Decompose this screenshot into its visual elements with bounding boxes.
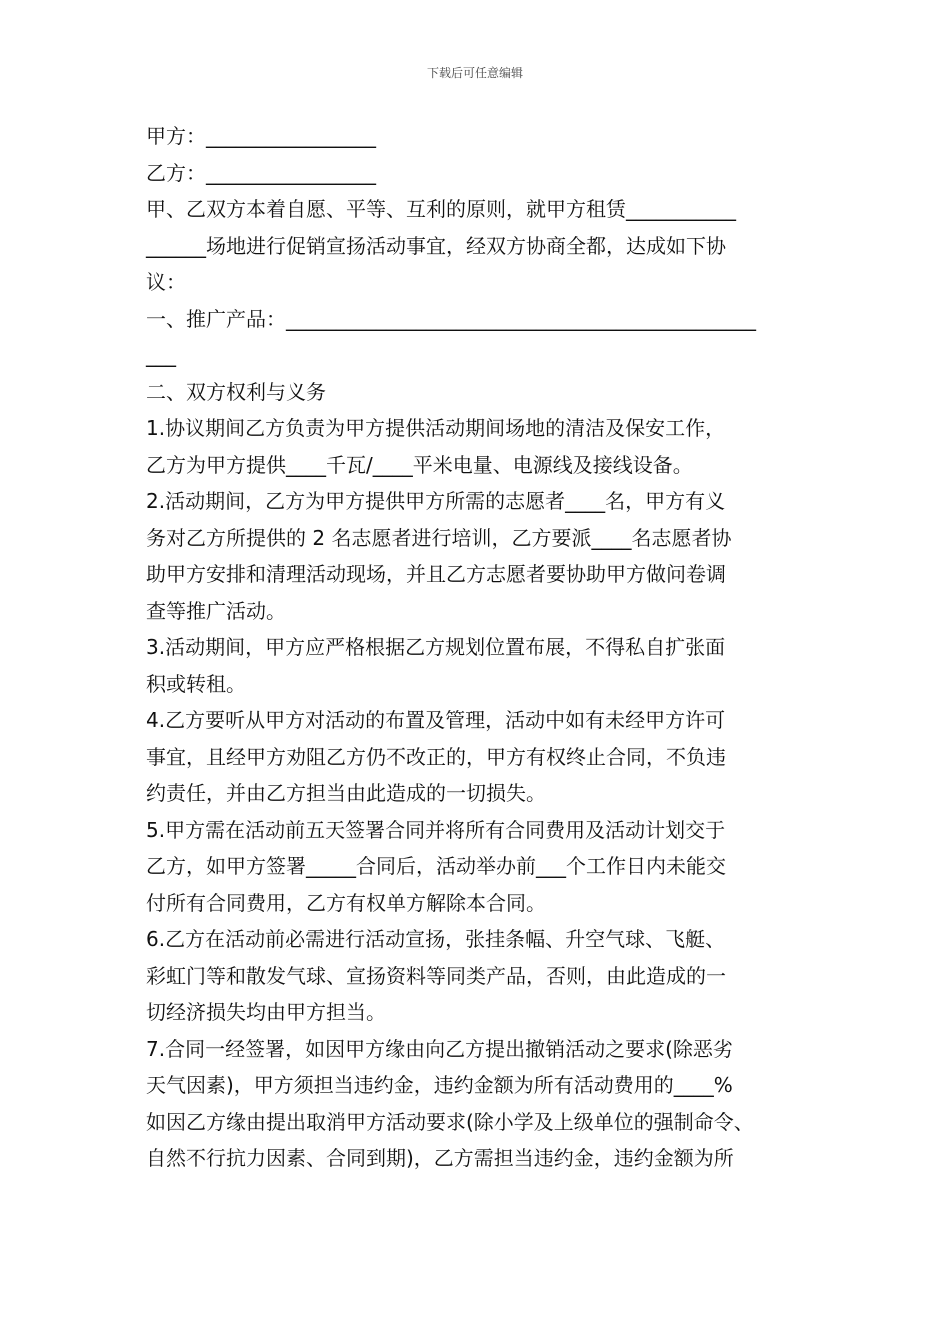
contract-line: 如因乙方缘由提出取消甲方活动要求(除小学及上级单位的强制命令、: [146, 1109, 754, 1134]
contract-line: ___: [146, 343, 176, 367]
page-header: 下载后可任意编辑: [426, 66, 523, 80]
contract-line: 4.乙方要听从甲方对活动的布置及管理，活动中如有未经甲方许可: [146, 708, 726, 732]
contract-line: 付所有合同费用，乙方有权单方解除本合同。: [146, 890, 546, 915]
contract-line: 约责任，并由乙方担当由此造成的一切损失。: [146, 781, 546, 805]
contract-line: 乙方：_________________: [146, 160, 376, 185]
contract-body: [146, 118, 810, 1177]
contract-line: 切经济损失均由甲方担当。: [146, 1000, 386, 1024]
contract-line: 3.活动期间，甲方应严格根据乙方规划位置布展，不得私自扩张面: [146, 635, 726, 659]
contract-line: ______场地进行促销宣扬活动事宜，经双方协商全都，达成如下协: [146, 233, 726, 258]
contract-line: 查等推广活动。: [146, 598, 286, 623]
contract-line: 6.乙方在活动前必需进行活动宣扬，张挂条幅、升空气球、飞艇、: [146, 927, 726, 951]
contract-line: 1.协议期间乙方负责为甲方提供活动期间场地的清洁及保安工作，: [146, 416, 726, 440]
contract-line: 事宜，且经甲方劝阻乙方仍不改正的，甲方有权终止合同，不负违: [146, 744, 726, 769]
contract-line: 天气因素)，甲方须担当违约金，违约金额为所有活动费用的____%: [146, 1073, 733, 1097]
contract-line: 乙方，如甲方签署_____合同后，活动举办前___个工作日内未能交: [146, 854, 726, 878]
contract-line: 务对乙方所提供的 2 名志愿者进行培训，乙方要派____名志愿者协: [146, 525, 732, 550]
contract-line: 自然不行抗力因素、合同到期)，乙方需担当违约金，违约金额为所: [146, 1146, 734, 1170]
contract-line: 7.合同一经签署，如因甲方缘由向乙方提出撤销活动之要求(除恶劣: [146, 1036, 733, 1061]
contract-line: 乙方为甲方提供____千瓦/____平米电量、电源线及接线设备。: [146, 452, 693, 477]
contract-line: 5.甲方需在活动前五天签署合同并将所有合同费用及活动计划交于: [146, 817, 726, 842]
contract-line: 甲方：_________________: [146, 124, 376, 148]
contract-line: 甲、乙双方本着自愿、平等、互利的原则，就甲方租赁___________: [146, 197, 736, 221]
contract-line: 议：: [146, 270, 186, 294]
contract-line: 2.活动期间，乙方为甲方提供甲方所需的志愿者____名，甲方有义: [146, 489, 726, 513]
contract-line: 彩虹门等和散发气球、宣扬资料等同类产品，否则，由此造成的一: [146, 963, 726, 988]
contract-line: 一、推广产品：_______________________________________________: [146, 306, 756, 331]
contract-line: 积或转租。: [146, 671, 246, 696]
contract-line: 二、双方权利与义务: [146, 379, 326, 404]
contract-line: 助甲方安排和清理活动现场，并且乙方志愿者要协助甲方做问卷调: [146, 562, 726, 586]
